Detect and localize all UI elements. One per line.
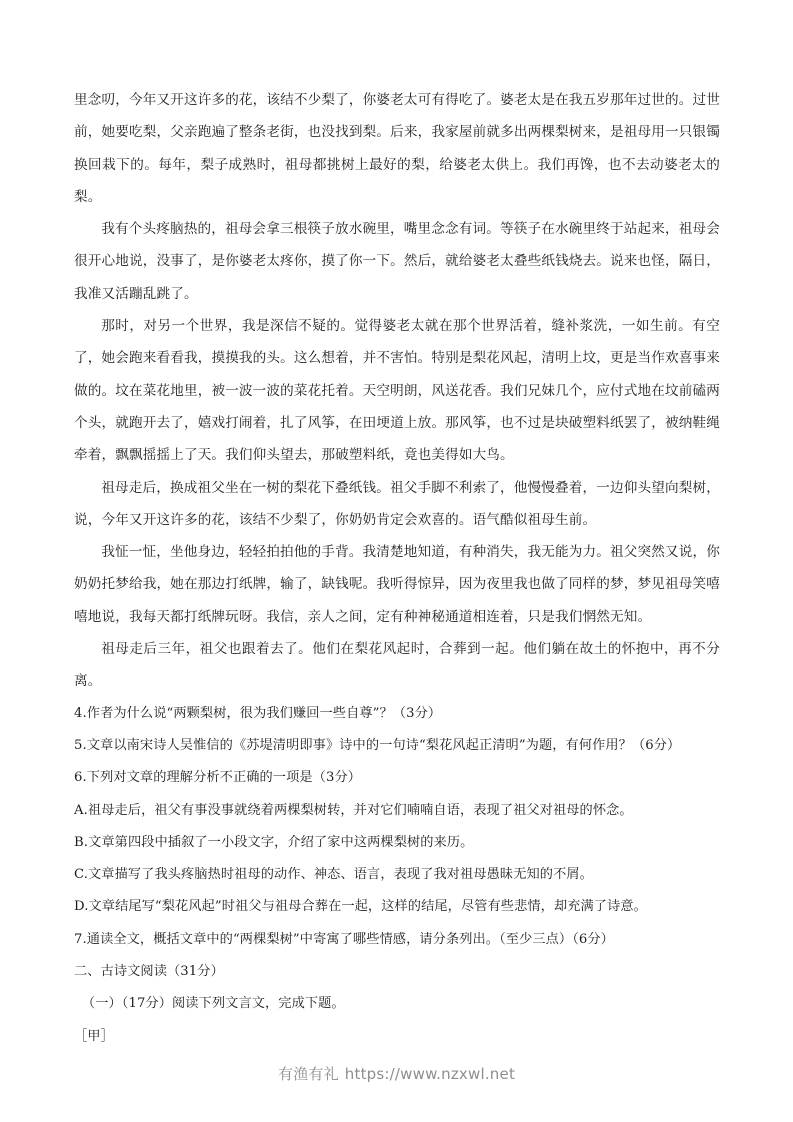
section-heading-two: 二、古诗文阅读（31分）	[74, 964, 224, 980]
question-item-5: 5.文章以南宋诗人吴惟信的《苏堤清明即事》诗中的一句诗“梨花风起正清明”为题，有何作用？（6分）	[74, 737, 681, 753]
question-6-option-a: A.祖母走后，祖父有事没事就绕着两棵梨树转，并对它们喃喃自语，表现了祖父对祖母的怀念。	[74, 802, 633, 818]
passage-body	[74, 84, 720, 698]
passage-paragraph: 我有个头疼脑热的，祖母会拿三根筷子放水碗里，嘴里念念有词。等筷子在水碗里终于站起来，祖母会很开心地说，没事了，是你婆老太疼你，摸了你一下。然后，就给婆老太叠些纸钱烧去。说来也怪，隔日，我准又活蹦乱跳了。	[74, 221, 720, 302]
passage-paragraph: 祖母走后三年，祖父也跟着去了。他们在梨花风起时，合葬到一起。他们躺在故土的怀抱中，再不分离。	[74, 641, 720, 690]
passage-label-jia: ［甲］	[74, 1028, 114, 1044]
watermark-brand-text: 有渔有礼	[277, 1065, 339, 1083]
question-6-option-b: B.文章第四段中插叙了一小段文字，介绍了家中这两棵梨树的来历。	[74, 834, 474, 850]
question-6-option-c: C.文章描写了我头疼脑热时祖母的动作、神态、语言，表现了我对祖母愚昧无知的不屑。	[74, 867, 593, 883]
question-item-4: 4.作者为什么说“两颗梨树，很为我们赚回一些自尊”？（3分）	[74, 705, 442, 721]
section-two-part-one: （一）（17分）阅读下列文言文，完成下题。	[81, 996, 345, 1012]
footer-watermark	[0, 1063, 793, 1084]
document-content-column	[74, 84, 720, 1053]
question-item-7: 7.通读全文，概括文章中的“两棵梨树”中寄寓了哪些情感，请分条列出。（至少三点）（6分）	[74, 931, 614, 947]
question-6-option-d: D.文章结尾写“梨花风起”时祖父与祖母合葬在一起，这样的结尾，尽管有些悲情，却充满了诗意。	[74, 899, 647, 915]
passage-paragraph: 里念叨，今年又开这许多的花，该结不少梨了，你婆老太可有得吃了。婆老太是在我五岁那年过世的。过世前，她要吃梨，父亲跑遍了整条老街，也没找到梨。后来，我家屋前就多出两棵梨树来，是祖母用一只银镯换回栽下的。每年，梨子成熟时，祖母都挑树上最好的梨，给婆老太供上。我们再馋，也不去动婆老太的梨。	[74, 92, 720, 205]
question-item-6: 6.下列对文章的理解分析不正确的一项是（3分）	[74, 770, 362, 786]
watermark-url-text: https://www.nzxwl.net	[344, 1065, 516, 1083]
passage-paragraph: 我怔一怔，坐他身边，轻轻拍拍他的手背。我清楚地知道，有种消失，我无能为力。祖父突然又说，你奶奶托梦给我，她在那边打纸牌，输了，缺钱呢。我听得惊异，因为夜里我也做了同样的梦，梦见祖母笑嘻嘻地说，我每天都打纸牌玩呀。我信，亲人之间，定有种神秘通道相连着，只是我们惘然无知。	[74, 544, 720, 625]
question-list	[74, 698, 720, 1053]
passage-paragraph: 那时，对另一个世界，我是深信不疑的。觉得婆老太就在那个世界活着，缝补浆洗，一如生前。有空了，她会跑来看看我，摸摸我的头。这么想着，并不害怕。特别是梨花风起，清明上坟，更是当作欢喜事来做的。坟在菜花地里，被一波一波的菜花托着。天空明朗，风送花香。我们兄妹几个，应付式地在坟前磕两个头，就跑开去了，嬉戏打闹着，扎了风筝，在田埂道上放。那风筝，也不过是块破塑料纸罢了，被纳鞋绳牵着，飘飘摇摇上了天。我们仰头望去，那破塑料纸，竟也美得如大鸟。	[74, 318, 720, 464]
passage-paragraph: 祖母走后，换成祖父坐在一树的梨花下叠纸钱。祖父手脚不利索了，他慢慢叠着，一边仰头望向梨树，说，今年又开这许多的花，该结不少梨了，你奶奶肯定会欢喜的。语气酷似祖母生前。	[74, 479, 720, 528]
